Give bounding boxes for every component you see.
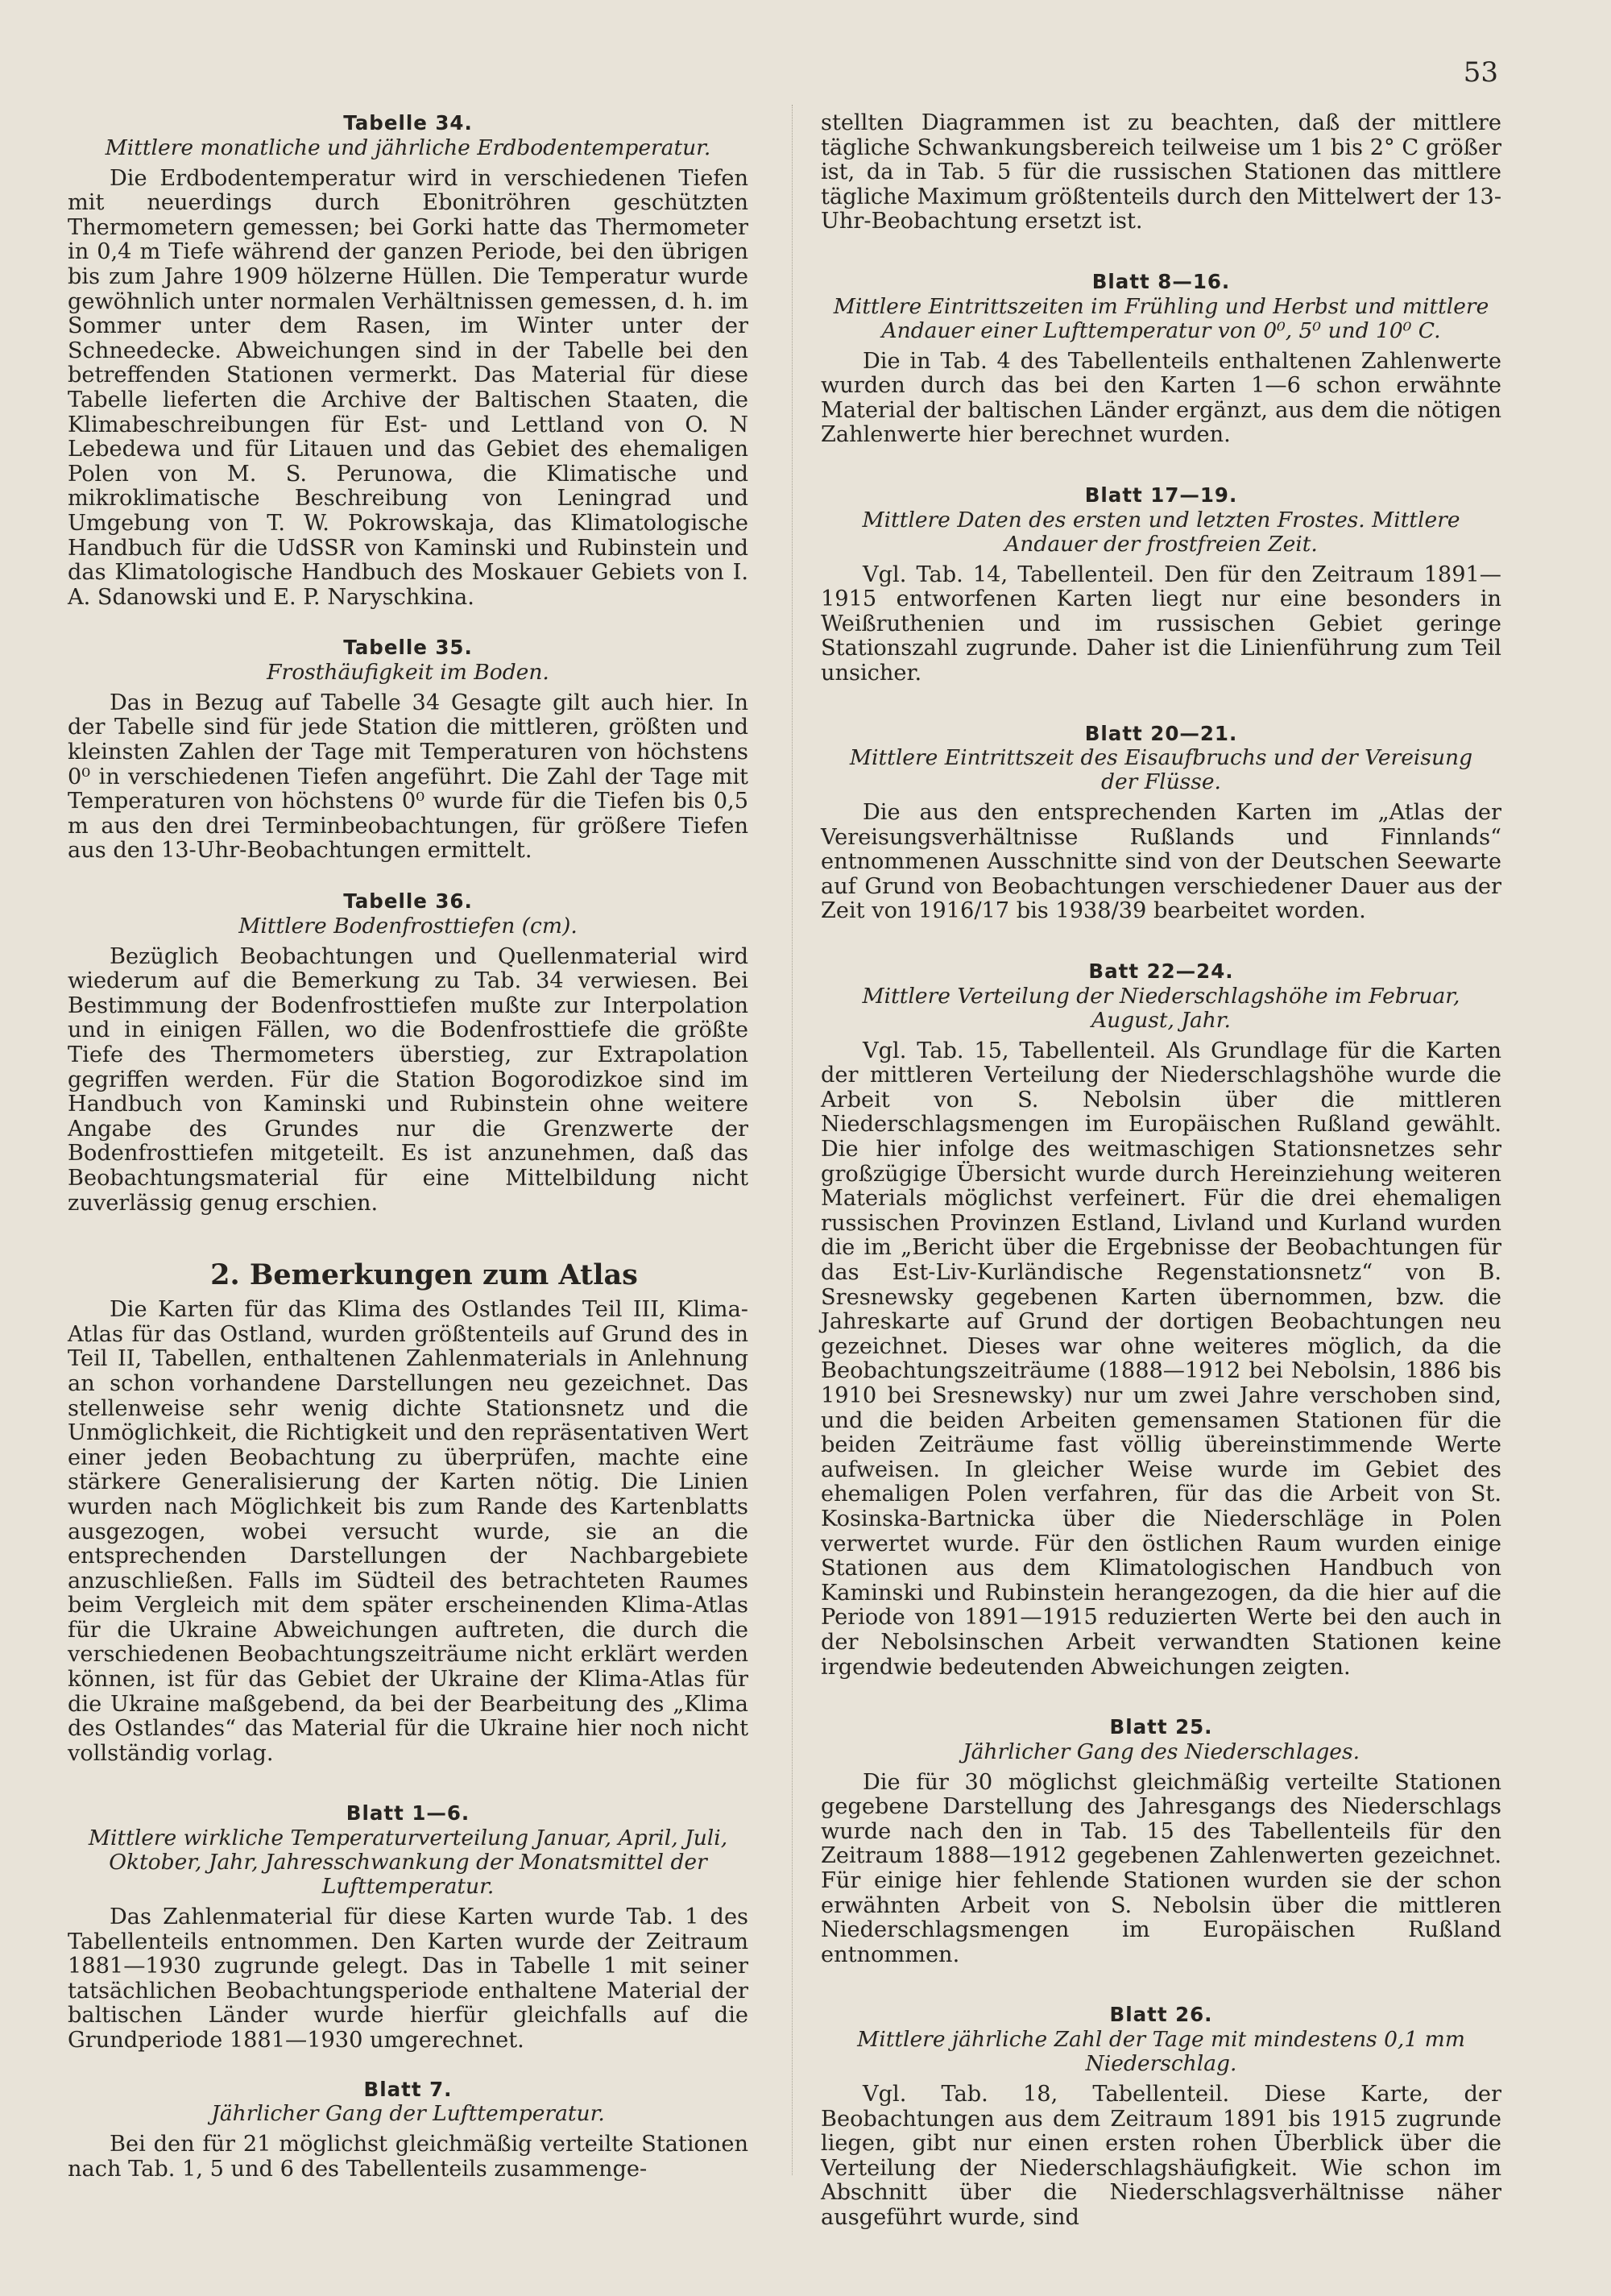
section-2-paragraph: Die Karten für das Klima des Ostlandes Teil III, Klima-Atlas für das Ostland, wurden größtenteils auf Grund des in Teil II, Tabellen, enthaltenen Zahlenmaterials in Anlehnung an schon vorhandene Darstellungen neu gezeichnet. Das stellenweise sehr wenig dichte Stationsnetz und die Unmöglichkeit, die Richtigkeit und den repräsentativen Wert einer jeden Beobachtung zu überprüfen, machte eine stärkere Generalisierung der Karten nötig. Die Linien wurden nach Möglichkeit bis zum Rande des Kartenblatts ausgezogen, wobei versucht wurde, sie an die entsprechenden Darstellungen der Nachbargebiete anzuschließen. Falls im Südteil des betrachteten Raumes beim Vergleich mit dem später erscheinenden Klima-Atlas für die Ukraine Abweichungen auftreten, die durch die verschiedenen Beobachtungszeiträume nicht erklärt werden können, ist für das Gebiet der Ukraine der Klima-Atlas für die Ukraine maßgebend, da bei der Bearbeitung des „Klima des Ostlandes“ das Material für die Ukraine hier noch nicht vollständig vorlag. <box>68 1297 748 1766</box>
table-36-paragraph: Bezüglich Beobachtungen und Quellenmaterial wird wiederum auf die Bemerkung zu Tab. 34 verwiesen. Bei Bestimmung der Bodenfrosttiefen mußte zur Interpolation und in einigen Fällen, wo die Bodenfrosttiefe die größte Tiefe des Thermometers überstieg, zur Extrapolation gegriffen werden. Für die Station Bogorodizkoe sind im Handbuch von Kaminski und Rubinstein ohne weitere Angabe des Grundes nur die Grenzwerte der Bodenfrosttiefen mitgeteilt. Es ist anzunehmen, daß das Beobachtungsmaterial für eine Mittelbildung nicht zuverlässig genug erschien. <box>68 943 748 1216</box>
section-2-title: 2. Bemerkungen zum Atlas <box>210 1258 638 1292</box>
blatt-1-6-paragraph: Das Zahlenmaterial für diese Karten wurde Tab. 1 des Tabellenteils entnommen. Den Karten wurde der Zeitraum 1881—1930 zugrunde gelegt. Das in Tabelle 1 mit seiner tatsächlichen Beobachtungsperiode enthaltene Material der baltischen Länder wurde hierfür gleichfalls auf die Grundperiode 1881—1930 umgerechnet. <box>68 1904 748 2053</box>
blatt-22-24-subtitle: Mittlere Verteilung der Niederschlagshöhe im Februar, August, Jahr. <box>862 983 1460 1033</box>
blatt-26-paragraph: Vgl. Tab. 18, Tabellenteil. Diese Karte, der Beobachtungen aus dem Zeitraum 1891 bis 1915 zugrunde liegen, gibt nur einen ersten rohen Überblick über die Verteilung der Niederschlagshäufigkeit. Wie schon im Abschnitt über die Niederschlagsverhältnisse näher ausgeführt wurde, sind <box>821 2082 1501 2230</box>
blatt-20-21-heading: Blatt 20—21. <box>1084 721 1238 745</box>
page-number: 53 <box>1463 56 1498 89</box>
blatt-20-21-paragraph: Die aus den entsprechenden Karten im „Atlas der Vereisungsverhältnisse Rußlands und Finnlands“ entnommenen Ausschnitte sind von der Deutschen Seewarte auf Grund von Beobachtungen verschiedener Dauer aus der Zeit von 1916/17 bis 1938/39 bearbeitet worden. <box>821 800 1501 924</box>
blatt-25-heading: Blatt 25. <box>1109 1715 1213 1739</box>
table-36-subtitle: Mittlere Bodenfrosttiefen (cm). <box>238 913 578 939</box>
table-34-paragraph: Die Erdbodentemperatur wird in verschiedenen Tiefen mit neuerdings durch Ebonitröhren geschützten Thermometern gemessen; bei Gorki hatte das Thermometer in 0,4 m Tiefe während der ganzen Periode, bei den übrigen bis zum Jahre 1909 hölzerne Hüllen. Die Temperatur wurde gewöhnlich unter normalen Verhältnissen gemessen, d. h. im Sommer unter dem Rasen, im Winter unter der Schneedecke. Abweichungen sind in der Tabelle bei den betreffenden Stationen vermerkt. Das Material für diese Tabelle lieferten die Archive der Baltischen Staaten, die Klimabeschreibungen für Est- und Lettland von O. N Lebedewa und für Litauen und das Gebiet des ehemaligen Polen von M. S. Perunowa, die Klimatische und mikroklimatische Beschreibung von Leningrad und Umgebung von T. W. Pokrowskaja, das Klimatologische Handbuch für die UdSSR von Kaminski und Rubinstein und das Klimatologische Handbuch des Moskauer Gebiets von I. A. Sdanowski und E. P. Naryschkina. <box>68 165 748 610</box>
column-divider <box>792 105 793 2175</box>
continued-paragraph: stellten Diagrammen ist zu beachten, daß der mittlere tägliche Schwankungsbereich teilweise um 1 bis 2° C größer ist, da in Tab. 5 für die russischen Stationen das mittlere tägliche Maximum größtenteils durch den Mittelwert der 13-Uhr-Beobachtung ersetzt ist. <box>821 110 1501 234</box>
blatt-7-subtitle: Jährlicher Gang der Lufttemperatur. <box>211 2101 605 2127</box>
blatt-7-heading: Blatt 7. <box>363 2077 453 2101</box>
table-34-heading: Tabelle 34. <box>343 111 473 135</box>
blatt-17-19-subtitle: Mittlere Daten des ersten und letzten Frostes. Mittlere Andauer der frostfreien Zeit. <box>862 507 1460 557</box>
table-35-heading: Tabelle 35. <box>343 636 473 660</box>
table-35-paragraph: Das in Bezug auf Tabelle 34 Gesagte gilt auch hier. In der Tabelle sind für jede Station die mittleren, größten und kleinsten Zahlen der Tage mit Temperaturen von höchstens 0⁰ in verschiedenen Tiefen angeführt. Die Zahl der Tage mit Temperaturen von höchstens 0⁰ wurde für die Tiefen bis 0,5 m aus den drei Terminbeobachtungen, für größere Tiefen aus den 13-Uhr-Beobachtungen ermittelt. <box>68 690 748 864</box>
blatt-17-19-paragraph: Vgl. Tab. 14, Tabellenteil. Den für den Zeitraum 1891—1915 entworfenen Karten liegt nur eine besonders in Weißruthenien und im russischen Gebiet geringe Stationszahl zugrunde. Daher ist die Linienführung zum Teil unsicher. <box>821 562 1501 686</box>
blatt-26-heading: Blatt 26. <box>1109 2003 1213 2027</box>
blatt-22-24-heading: Batt 22—24. <box>1088 959 1234 984</box>
table-36-heading: Tabelle 36. <box>343 889 473 914</box>
blatt-20-21-subtitle: Mittlere Eintrittszeit des Eisaufbruchs und der Vereisung der Flüsse. <box>849 745 1473 795</box>
blatt-7-paragraph: Bei den für 21 möglichst gleichmäßig verteilte Stationen nach Tab. 1, 5 und 6 des Tabellenteils zusammenge- <box>68 2132 748 2182</box>
left-column <box>68 111 748 2182</box>
blatt-8-16-subtitle: Mittlere Eintrittszeiten im Frühling und Herbst und mittlere Andauer einer Lufttemperatur von 0⁰, 5⁰ und 10⁰ C. <box>833 293 1489 343</box>
blatt-8-16-paragraph: Die in Tab. 4 des Tabellenteils enthaltenen Zahlenwerte wurden durch das bei den Karten 1—6 schon erwähnte Material der baltischen Länder ergänzt, aus dem die nötigen Zahlenwerte hier berechnet wurden. <box>821 348 1501 448</box>
blatt-25-subtitle: Jährlicher Gang des Niederschlages. <box>963 1739 1360 1764</box>
table-34-subtitle: Mittlere monatliche und jährliche Erdbodentemperatur. <box>105 135 711 160</box>
blatt-25-paragraph: Die für 30 möglichst gleichmäßig verteilte Stationen gegebene Darstellung des Jahresgangs des Niederschlags wurde nach den in Tab. 15 des Tabellenteils für den Zeitraum 1888—1912 gegebenen Zahlenwerten gezeichnet. Für einige hier fehlende Stationen wurden sie der schon erwähnten Arbeit von S. Nebolsin über die mittleren Niederschlagsmengen im Europäischen Rußland entnommen. <box>821 1769 1501 1967</box>
blatt-8-16-heading: Blatt 8—16. <box>1091 269 1231 293</box>
blatt-17-19-heading: Blatt 17—19. <box>1084 483 1238 507</box>
blatt-26-subtitle: Mittlere jährliche Zahl der Tage mit mindestens 0,1 mm Niederschlag. <box>857 2027 1465 2077</box>
table-35-subtitle: Frosthäufigkeit im Boden. <box>267 659 549 685</box>
blatt-22-24-paragraph: Vgl. Tab. 15, Tabellenteil. Als Grundlage für die Karten der mittleren Verteilung der Niederschlagshöhe wurde die Arbeit von S. Nebolsin über die mittleren Niederschlagsmengen im Europäischen Rußland gewählt. Die hier infolge des weitmaschigen Stationsnetzes sehr großzügige Übersicht wurde durch Hereinziehung weiteren Materials möglichst verfeinert. Für die drei ehemaligen russischen Provinzen Estland, Livland und Kurland wurden die im „Bericht über die Ergebnisse der Beobachtungen für das Est-Liv-Kurländische Regenstationsnetz“ von B. Sresnewsky gegebenen Karten übernommen, bzw. die Jahreskarte auf Grund der dortigen Beobachtungen neu gezeichnet. Dieses war ohne weiteres möglich, da die Beobachtungszeiträume (1888—1912 bei Nebolsin, 1886 bis 1910 bei Sresnewsky) nur um zwei Jahre verschoben sind, und die beiden Arbeiten gemensamen Stationen für die beiden Zeiträume fast völlig übereinstimmende Werte aufweisen. In gleicher Weise wurde im Gebiet des ehemaligen Polen verfahren, für das die Arbeit von St. Kosinska-Bartnicka über die Niederschläge in Polen verwertet wurde. Für den östlichen Raum wurden einige Stationen aus dem Klimatologischen Handbuch von Kaminski und Rubinstein herangezogen, da die hier auf die Periode von 1891—1915 reduzierten Werte bei den auch in der Nebolsinschen Arbeit verwandten Stationen keine irgendwie bedeutenden Abweichungen zeigten. <box>821 1038 1501 1680</box>
blatt-1-6-heading: Blatt 1—6. <box>346 1801 470 1826</box>
blatt-1-6-subtitle: Mittlere wirkliche Temperaturverteilung Januar, April, Juli, Oktober, Jahr, Jahresschwankung der Monatsmittel der Lufttemperatur. <box>88 1826 728 1900</box>
right-column <box>821 111 1501 2231</box>
